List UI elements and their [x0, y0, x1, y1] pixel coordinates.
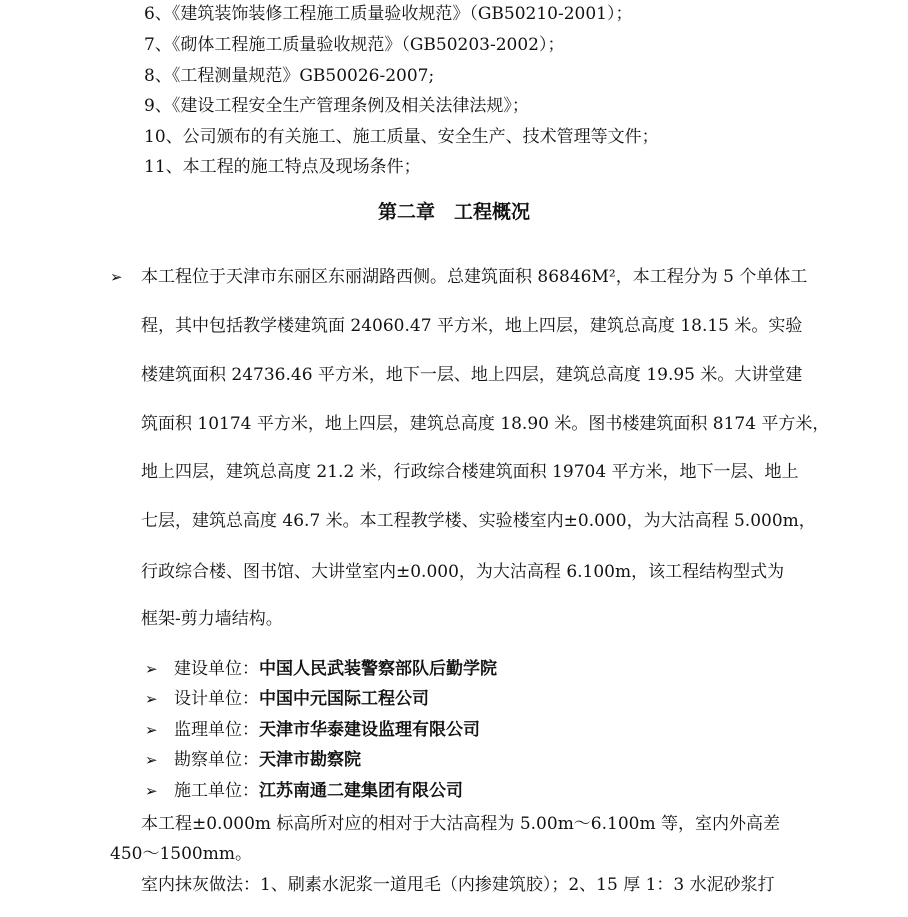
overview-line: 楼建筑面积 24736.46 平方米，地下一层、地上四层，建筑总高度 19.95 米。大讲堂建 — [141, 365, 803, 385]
party-value: 中国人民武装警察部队后勤学院 — [259, 659, 497, 679]
overview-line: 程，其中包括教学楼建筑面 24060.47 平方米，地上四层，建筑总高度 18.15 米。实验 — [141, 316, 803, 336]
overview-line: 行政综合楼、图书馆、大讲堂室内±0.000，为大沽高程 6.100m，该工程结构型式为 — [141, 562, 785, 582]
reference-item: 10、公司颁布的有关施工、施工质量、安全生产、技术管理等文件； — [144, 127, 659, 147]
party-design-unit — [174, 688, 429, 710]
bullet-arrow-icon: ➢ — [145, 660, 158, 678]
reference-item: 11、本工程的施工特点及现场条件； — [144, 157, 421, 177]
party-value: 中国中元国际工程公司 — [259, 689, 429, 709]
reference-item: 9、《建设工程安全生产管理条例及相关法律法规》； — [144, 96, 529, 116]
party-contractor-unit — [174, 780, 463, 802]
party-survey-unit — [174, 749, 361, 771]
party-value: 天津市华泰建设监理有限公司 — [259, 720, 480, 740]
overview-line: 七层，建筑总高度 46.7 米。本工程教学楼、实验楼室内±0.000，为大沽高程 5.000m， — [141, 511, 816, 531]
reference-item: 7、《砌体工程施工质量验收规范》（GB50203-2002）； — [144, 35, 565, 55]
party-value: 江苏南通二建集团有限公司 — [259, 781, 463, 801]
overview-line: 筑面积 10174 平方米，地上四层，建筑总高度 18.90 米。图书楼建筑面积 8174 平方米， — [141, 414, 830, 434]
overview-line: 框架-剪力墙结构。 — [141, 609, 283, 629]
party-label: 勘察单位： — [174, 750, 259, 770]
elevation-text: 450～1500mm。 — [110, 844, 252, 864]
party-construction-unit — [174, 658, 497, 680]
plaster-method-text: 室内抹灰做法：1、刷素水泥浆一道甩毛（内掺建筑胶）；2、15 厚 1：3 水泥砂浆打 — [141, 875, 775, 895]
reference-item: 6、《建筑装饰装修工程施工质量验收规范》（GB50210-2001）； — [144, 4, 633, 24]
bullet-arrow-icon: ➢ — [145, 751, 158, 769]
party-label: 监理单位： — [174, 720, 259, 740]
elevation-text: 本工程±0.000m 标高所对应的相对于大沽高程为 5.00m～6.100m 等，室内外高差 — [141, 814, 781, 834]
party-value: 天津市勘察院 — [259, 750, 361, 770]
party-label: 设计单位： — [174, 689, 259, 709]
bullet-arrow-icon: ➢ — [145, 782, 158, 800]
party-supervision-unit — [174, 719, 480, 741]
bullet-arrow-icon: ➢ — [145, 721, 158, 739]
overview-line: 本工程位于天津市东丽区东丽湖路西侧。总建筑面积 86846M²，本工程分为 5 个单体工 — [141, 267, 808, 287]
party-label: 施工单位： — [174, 781, 259, 801]
chapter-title: 第二章 工程概况 — [377, 201, 530, 223]
overview-line: 地上四层，建筑总高度 21.2 米，行政综合楼建筑面积 19704 平方米，地下一层、地上 — [141, 462, 799, 482]
reference-item: 8、《工程测量规范》GB50026-2007; — [144, 66, 435, 86]
party-label: 建设单位： — [174, 659, 259, 679]
bullet-arrow-icon: ➢ — [110, 268, 123, 286]
bullet-arrow-icon: ➢ — [145, 690, 158, 708]
